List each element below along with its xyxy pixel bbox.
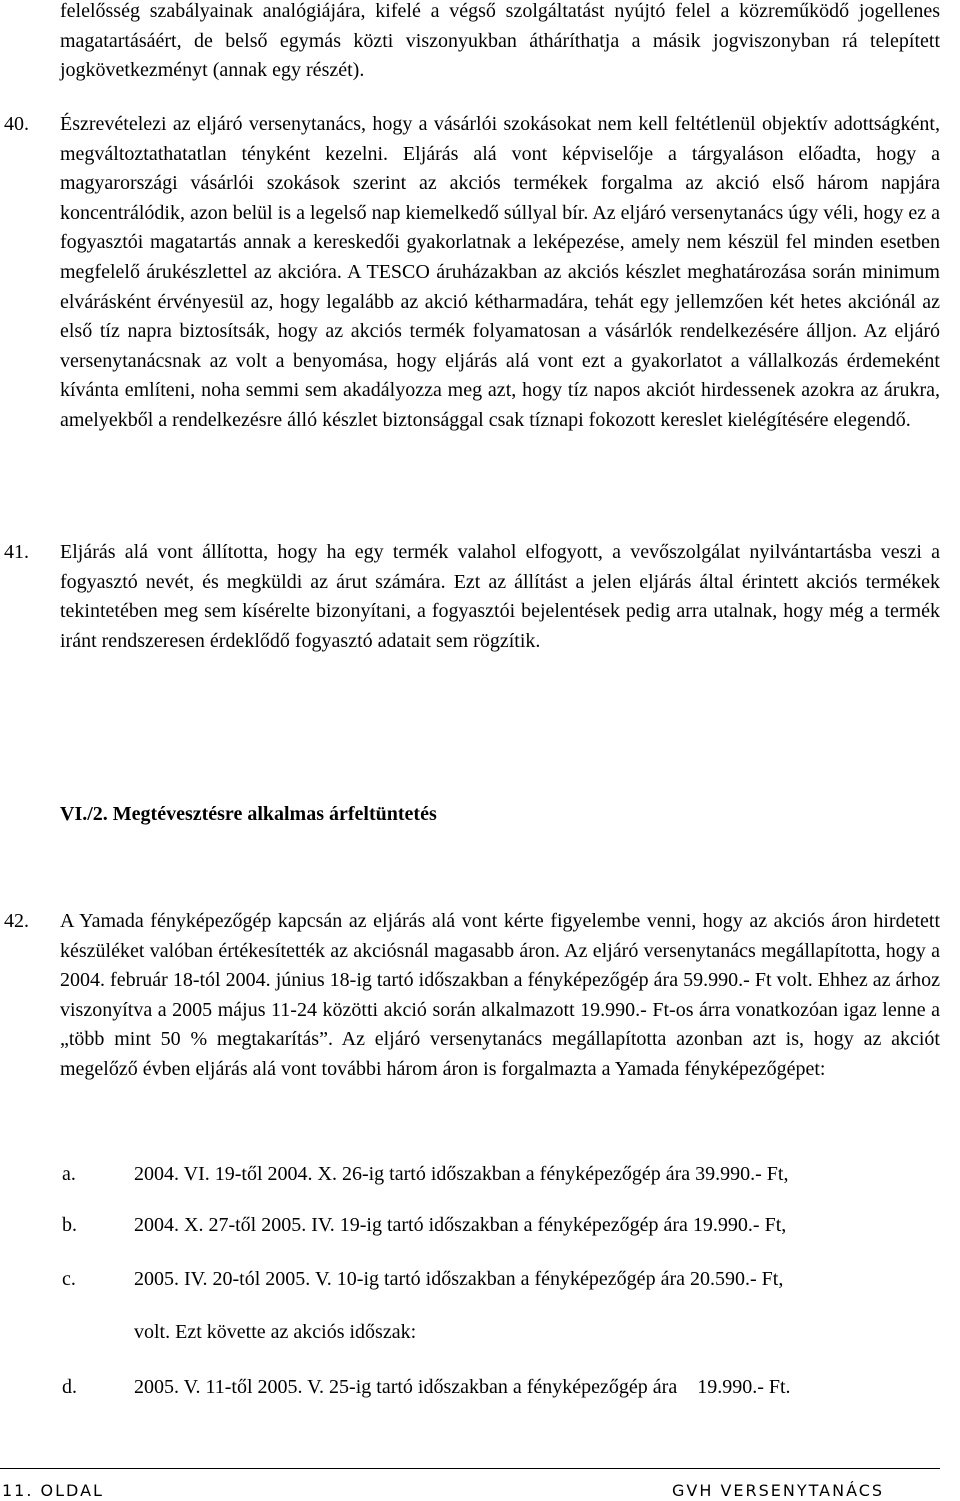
lead-paragraph: felelősség szabályainak analógiájára, kifelé a végső szolgáltatást nyújtó felel a közreműködő jogellenes magatartásáért, de belső egymás közti viszonyukban átháríthatja a másik jogviszonyban rá telepített jogkövetkezményt (annak egy részét).: [60, 0, 940, 82]
list-item-d-text: 2005. V. 11-től 2005. V. 25-ig tartó időszakban a fényképezőgép ára 19.990.- Ft.: [134, 1376, 791, 1398]
paragraph-42-text: A Yamada fényképezőgép kapcsán az eljárás alá vont kérte figyelembe venni, hogy az akciós áron hirdetett készüléket valóban értékesítették az akciósnál magasabb áron. Az eljáró versenytanács megállapította, hogy a 2004. február 18-tól 2004. június 18-ig tartó időszakban a fényképezőgép ára 59.990.- Ft volt. Ehhez az árhoz viszonyítva a 2005 május 11-24 közötti akció során alkalmazott 19.990.- Ft-os árra vonatkozóan igaz lenne a „több mint 50 % megtakarítás”. Az eljáró versenytanács megállapította azonban azt is, hogy az akciót megelőző évben eljárás alá vont további három áron is forgalmazta a Yamada fényképezőgépet:: [60, 910, 940, 1080]
section-heading: VI./2. Megtévesztésre alkalmas árfeltüntetés: [60, 803, 437, 825]
list-item-letter-a: a.: [62, 1163, 76, 1185]
list-item-c-text: 2005. IV. 20-tól 2005. V. 10-ig tartó időszakban a fényképezőgép ára 20.590.- Ft,: [134, 1268, 784, 1290]
list-item-a-text: 2004. VI. 19-től 2004. X. 26-ig tartó időszakban a fényképezőgép ára 39.990.- Ft,: [134, 1163, 789, 1185]
footer-organization: GVH VERSENYTANÁCS: [672, 1481, 885, 1500]
paragraph-41-text: Eljárás alá vont állította, hogy ha egy termék valahol elfogyott, a vevőszolgálat nyilvántartásba veszi a fogyasztó nevét, és megküldi az árut számára. Ezt az állítást a jelen eljárás által érintett akciós termékek tekintetében meg sem kísérelte bizonyítani, a fogyasztói bejelentések pedig arra utalnak, hogy még a termék iránt rendszeresen érdeklődő fogyasztó adatait sem rögzítik.: [60, 541, 940, 652]
paragraph-40-text: Észrevételezi az eljáró versenytanács, hogy a vásárlói szokásokat nem kell feltétlenül objektív adottságként, megváltoztathatatlan tényként kezelni. Eljárás alá vont képviselője a tárgyaláson előadta, hogy a magyarországi vásárlói szokások szerint az akciós termékek forgalma az akció első három napjára koncentrálódik, azon belül is a legelső nap kiemelkedő súllyal bír. Az eljáró versenytanács úgy véli, hogy ez a fogyasztói magatartás annak a kereskedői gyakorlatnak a leképezése, amely nem készül fel minden esetben megfelelő árukészlettel az akcióra. A TESCO áruházakban az akciós készlet meghatározása során minimum elvárásként érvényesül az, hogy legalább az akció kétharmadára, tehát egy jellemzően két hetes akciónál az első tíz napra biztosítsák, hogy az akciós termék folyamatosan a vásárlók rendelkezésére álljon. Az eljáró versenytanácsnak az volt a benyomása, hogy eljárás alá vont ezt a gyakorlatot a vállalkozás érdemeként kívánta említeni, noha semmi sem akadályozza meg azt, hogy tíz napos akciót hirdessenek azokra az árukra, amelyekből a rendelkezésre álló készlet biztonsággal csak tíznapi fokozott kereslet kielégítésére elegendő.: [60, 113, 940, 431]
list-item-letter-d: d.: [62, 1376, 77, 1398]
paragraph-number-42: 42.: [4, 910, 29, 932]
footer-page-label: 11. OLDAL: [2, 1481, 104, 1500]
paragraph-number-40: 40.: [4, 113, 29, 135]
list-item-letter-b: b.: [62, 1214, 77, 1236]
list-item-letter-c: c.: [62, 1268, 76, 1290]
paragraph-number-41: 41.: [4, 541, 29, 563]
list-item-b-text: 2004. X. 27-től 2005. IV. 19-ig tartó időszakban a fényképezőgép ára 19.990.- Ft,: [134, 1214, 787, 1236]
list-continuation-text: volt. Ezt követte az akciós időszak:: [134, 1321, 417, 1343]
footer-divider: [0, 1468, 940, 1469]
